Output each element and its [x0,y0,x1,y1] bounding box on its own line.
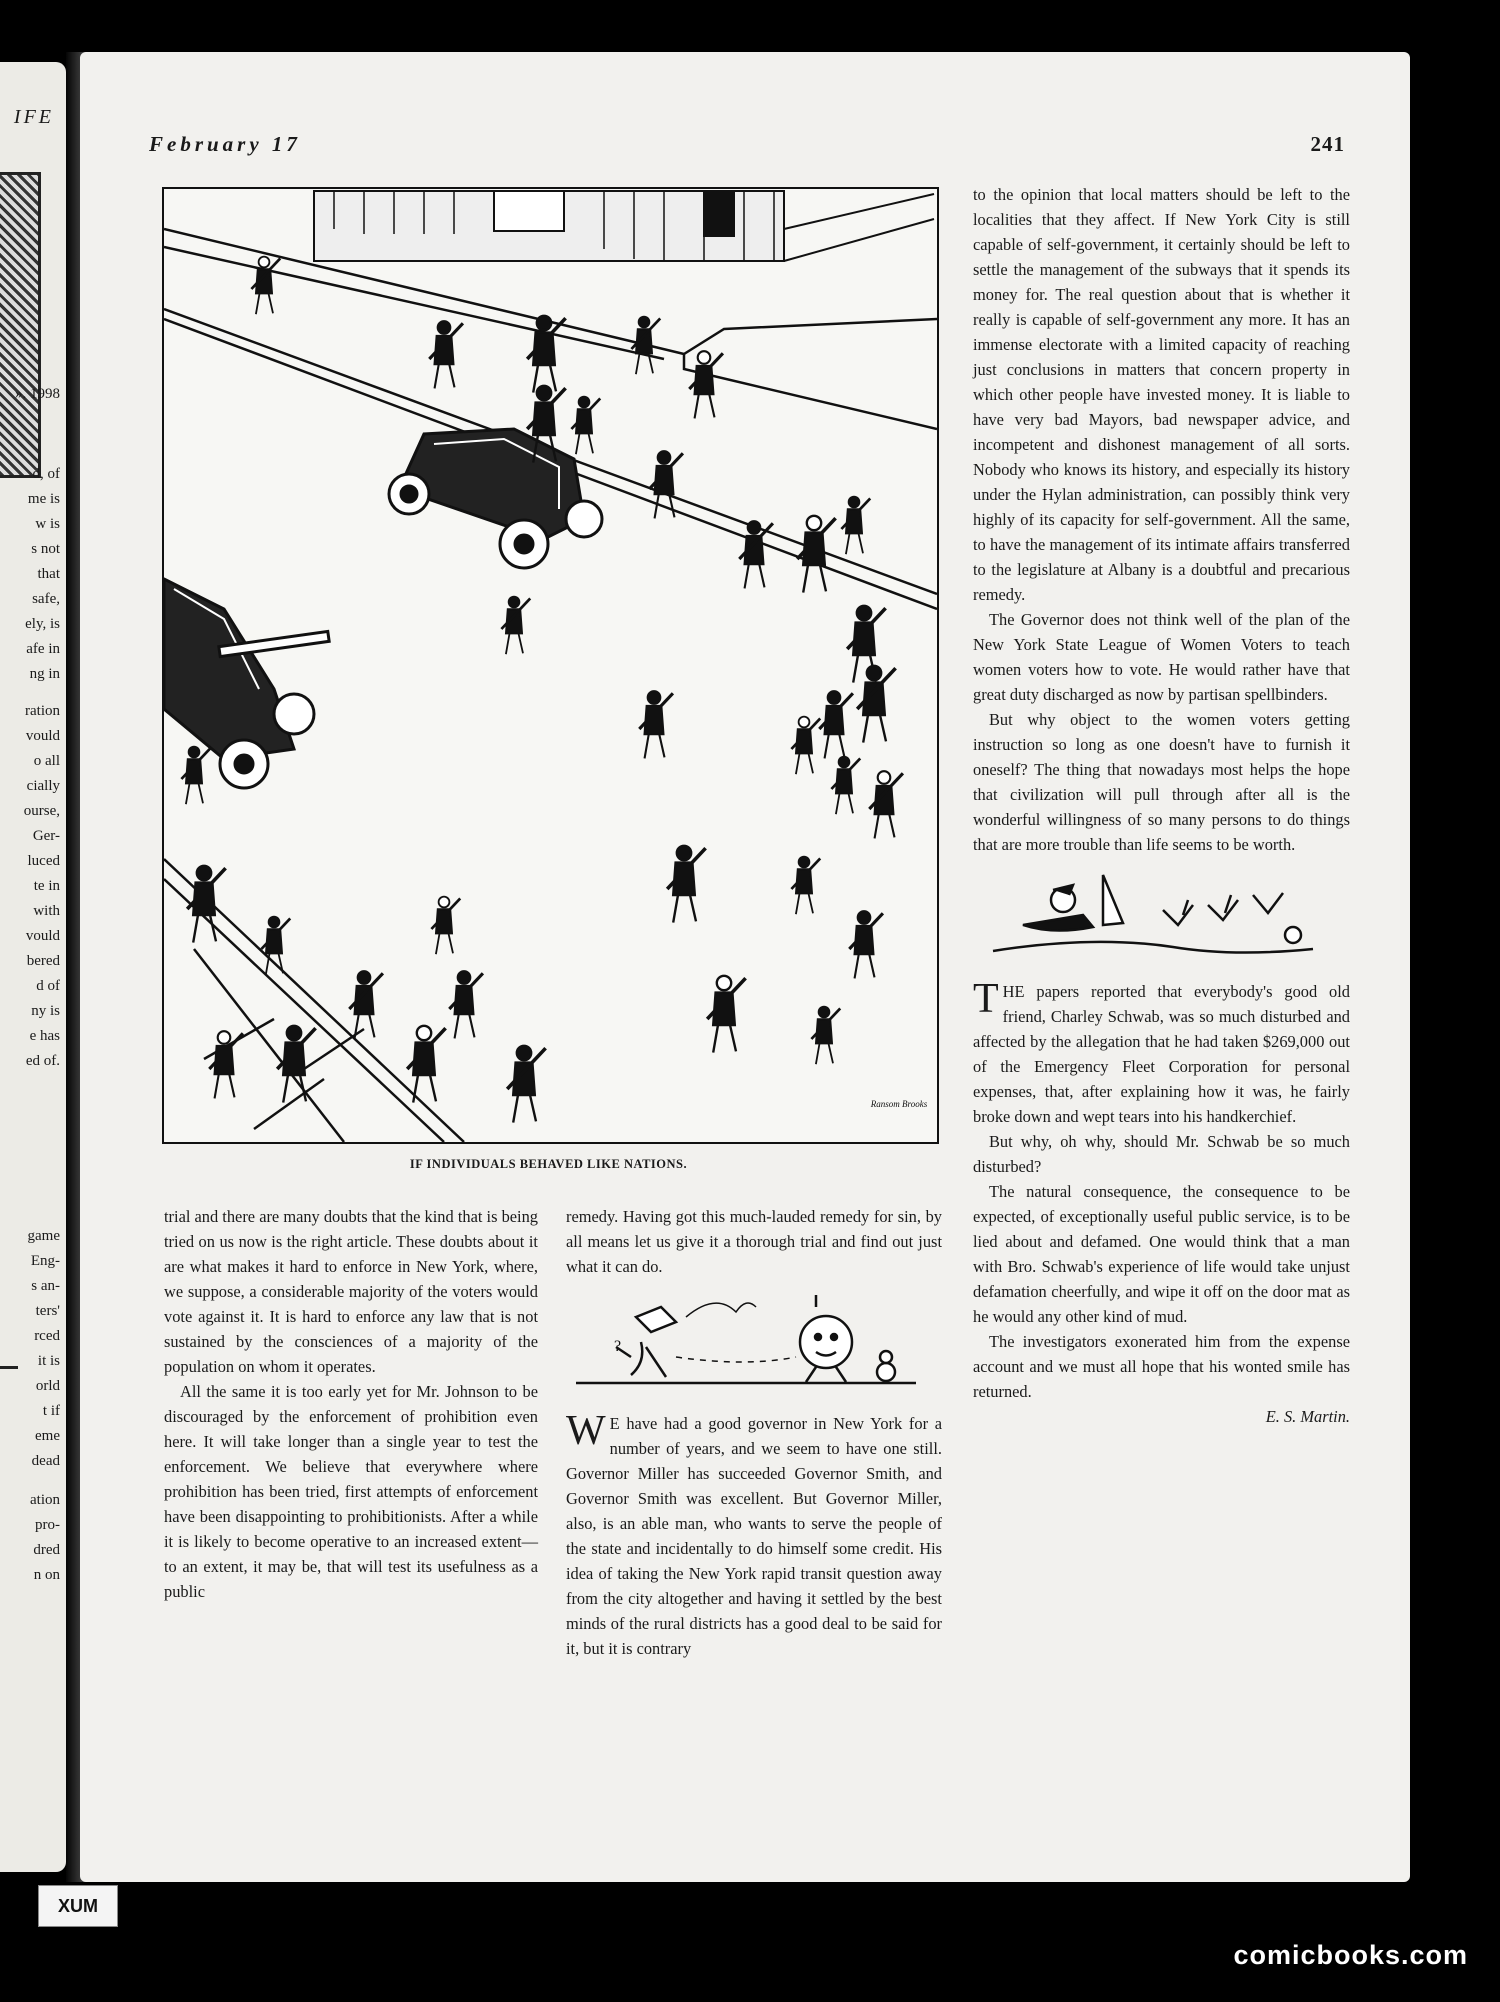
facing-page-fragment: ed of. [25,1053,60,1069]
figure [857,666,895,743]
magazine-page [80,52,1410,1882]
col3-paragraph-5: But why, oh why, should Mr. Schwab be so much disturbed? [973,1132,1350,1176]
figure [791,717,820,775]
page-number: 241 [1310,132,1345,156]
figure [407,1026,445,1103]
col3-paragraph-4-text: HE papers reported that everybody's good old friend, Charley Schwab, was so much disturbed and affected by the allegation that he had taken $269,000 out of the Emergency Fleet Corporation for personal expenses, that, after explaining how it was, he fairly broke down and wept tears into his handkerchief. [973,982,1350,1126]
col3-paragraph-1: to the opinion that local matters should be left to the localities that they affect. If New York City is still capable of self-government, it certainly should be left to settle the management of the subways that it spends its money for. The real question about that is whether it really is capable of self-government any more. It has an immense electorate with a limited capacity of reaching just conclusions in matters that concern property in which other people have invested money. It is liable to have very bad Mayors, bad newspaper advice, and incompetent and dishonest management of all sorts. Nobody who knows its history, and especially its history under the Hylan administration, can possibly think very highly of its capacity for self-government. All the same, to have the management of its intimate affairs transferred to the legislature at Albany is a doubtful and precarious remedy. [973,185,1350,604]
figure [251,257,280,315]
facing-page-fragment: that [37,566,60,582]
page-date: February 17 [149,132,301,156]
figure [181,747,210,805]
watermark: comicbooks.com [1233,1940,1468,1970]
facing-page-fragment: orld [35,1378,60,1394]
figure [689,351,723,418]
facing-page-fragment: w is [35,516,60,532]
facing-page-fragment: d, of [32,466,60,482]
cartoon-caption: IF INDIVIDUALS BEHAVED LIKE NATIONS. [409,1157,688,1171]
column-1 [164,1204,538,1604]
figure [869,771,903,838]
figure [429,321,463,388]
facing-page-fragment: eme [35,1428,60,1444]
figure [811,1007,840,1065]
facing-page-fragment: cially [26,778,60,794]
facing-page-fragment: d of [36,978,60,994]
car-left [164,579,329,788]
facing-page-fragment: Ger- [32,828,60,844]
facing-page-fragment: ration [25,703,60,719]
cartoon-illustration [162,187,939,1144]
figures-group [181,257,903,1123]
figure [791,857,820,915]
facing-page-illustration [0,172,41,478]
col2-paragraph-1: remedy. Having got this much-lauded remedy for sin, by all means let us give it a thorough trial and find out just what it can do. [566,1207,942,1276]
figure [819,691,853,758]
car-center [389,429,602,568]
facing-page-fragment: s an- [31,1278,60,1294]
col1-paragraph-2: All the same it is too early yet for Mr. Johnson to be discouraged by the enforcement of prohibition even here. It will take longer than a single year to test the enforcement. We believe that everywhere where prohibition has been tried, first attempts of enforcement have been disappointing to prohibitionists. After a while it is likely to become operative to an increased extent—to an extent, it may be, that will test its usefulness as a public [164,1382,538,1601]
figure [667,846,705,923]
col3-paragraph-4 [973,976,1350,1129]
facing-page-fragment: ely, is [25,616,60,632]
facing-page-fragment: n on [33,1567,60,1583]
figure [571,397,600,455]
facing-page-fragment: it is [37,1353,60,1369]
figure [831,757,860,815]
figure [707,976,745,1053]
facing-page-fragment: s not [31,541,60,557]
vignette-boat-drawing [973,865,1350,965]
figure [841,497,870,555]
facing-page-fragment: with [33,903,60,919]
figure [349,971,383,1038]
col1-paragraph-1: trial and there are many doubts that the kind that is being tried on us now is the right article. These doubts about it are what makes it hard to enforce in New York, where, we suppose, a considerable majority of the voters would vote against it. It is hard to enforce any law that is not sustained by the consciences of a majority of the population on whom it operates. [164,1207,538,1376]
facing-page-fragment: ation [30,1492,60,1508]
facing-page-fragment: luced [27,853,60,869]
col2-paragraph-2-text: E have had a good governor in New York for a number of years, and we seem to have one still. Governor Miller has succeeded Governor Smith, and Governor Smith was excellent. But Governor Miller, also, is an able man, who wants to serve the people of the state and incidentally to do himself some credit. His idea of taking the New York rapid transit question away from the city altogether and having it settled by the best minds of the rural districts has a good deal to be said for it, but it is contrary [566,1414,942,1658]
facing-page-fragment: t if [42,1403,60,1419]
building [314,191,934,261]
facing-page-fragment: ny is [31,1003,60,1019]
facing-page-fragment: rced [34,1328,60,1344]
facing-page-fragment: bered [26,953,60,969]
facing-page-fragment: ters' [35,1303,60,1319]
facing-page-fragment: ng in [29,666,60,682]
vignette-kids-drawing [566,1287,926,1397]
dropcap-t: T [973,976,999,1022]
col3-paragraph-3: But why object to the women voters getting instruction so long as one doesn't have to furnish it oneself? The thing that nowadays most helps the hope that civilization will pull through after all is the wonderful willingness of so many persons to do things that are more trouble than life seems to be worth. [973,710,1350,854]
facing-page-fragment: ». 1998 [15,386,60,402]
facing-page-fragment: e has [29,1028,60,1044]
archive-stamp: XUM [38,1885,118,1927]
facing-page-fragment: te in [33,878,60,894]
artist-signature: Ransom Brooks [870,1099,928,1109]
svg-text:?: ? [614,1338,622,1355]
facing-page-fragment: dred [33,1542,60,1558]
facing-page-fragment: ourse, [23,803,60,819]
facing-page [0,62,66,1872]
facing-page-fragment: game [27,1228,60,1244]
facing-page-fragment: vould [25,728,60,744]
figure [527,316,565,393]
facing-page-header: IFE [13,106,54,128]
figure [501,597,530,655]
facing-page-fragment: dead [31,1453,60,1469]
street-scene-drawing [164,189,937,1142]
column-3 [973,182,1350,1429]
dropcap-w: W [566,1408,606,1454]
facing-page-fragment: afe in [26,641,60,657]
figure [849,911,883,978]
figure [209,1031,243,1098]
figure [431,897,460,955]
facing-page-fragment: Eng- [30,1253,60,1269]
figure [507,1046,545,1123]
facing-page-fragment: vould [25,928,60,944]
col2-paragraph-2 [566,1408,942,1661]
author-signature: E. S. Martin. [1265,1407,1350,1426]
facing-page-fragment: safe, [32,591,60,607]
facing-page-rule [0,1352,18,1369]
figure [639,691,673,758]
facing-page-fragment: o all [33,753,60,769]
figure [449,971,483,1038]
facing-page-fragment: me is [27,491,60,507]
col3-paragraph-7: The investigators exonerated him from the expense account and we must all hope that his wonted smile has returned. [973,1332,1350,1401]
col3-paragraph-2: The Governor does not think well of the plan of the New York State League of Women Voters to teach women voters how to vote. He would rather have that great duty discharged as now by partisan spellbinders. [973,610,1350,704]
facing-page-fragment: pro- [35,1517,60,1533]
col3-paragraph-6: The natural consequence, the consequence to be expected, of exceptionally useful public service, is to be lied about and defamed. One would think that a man with Bro. Schwab's experience of life would take unjust defamation cheerfully, and wipe it off on the door mat as he would any other kind of mud. [973,1182,1350,1326]
column-2 [566,1204,942,1661]
figure [631,317,660,375]
